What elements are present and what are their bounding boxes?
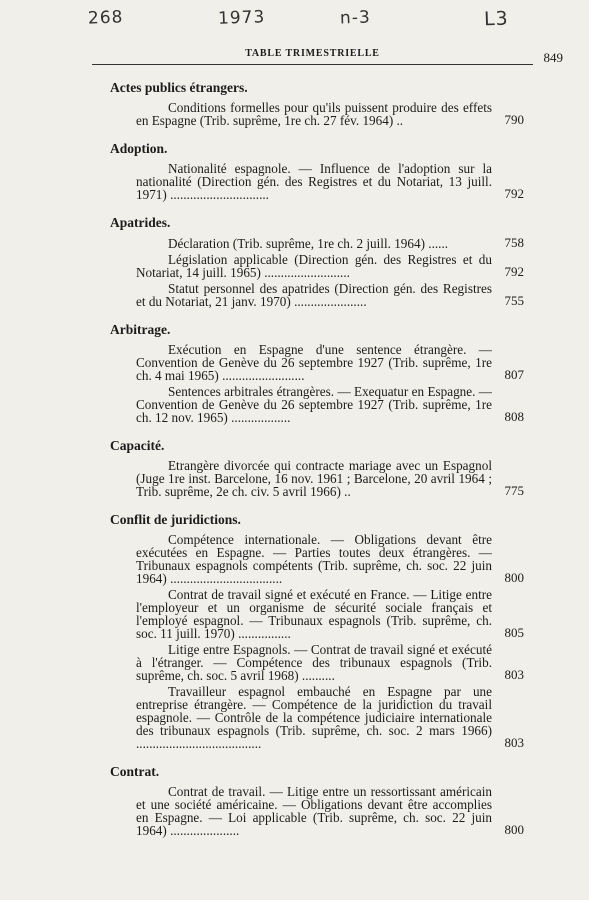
entry-page-number: 758	[504, 235, 524, 250]
entry-text: Conditions formelles pour qu'ils puissent produire des effets en Espagne (Trib. suprême, 1re ch. 27 fév. 1964) ..	[136, 100, 492, 128]
section-heading: Apatrides.	[110, 215, 171, 230]
running-head	[92, 44, 563, 65]
section-heading: Arbitrage.	[110, 322, 171, 337]
entry-text: Etrangère divorcée qui contracte mariage avec un Espagnol (Juge 1re inst. Barcelone, 16 nov. 1961 ; Barcelone, 20 avril 1964 ; Trib. suprême, 2e ch. civ. 5 avril 1966) ..	[136, 458, 492, 499]
index-entry	[114, 588, 524, 640]
page-number: 849	[543, 50, 563, 65]
index-entry	[114, 253, 524, 279]
running-title: TABLE TRIMESTRIELLE	[245, 48, 380, 59]
entry-text: Statut personnel des apatrides (Direction gén. des Registres et du Notariat, 21 janv. 1970) ......................	[136, 281, 492, 309]
entry-page-number: 808	[504, 409, 524, 424]
entry-page-number: 790	[504, 112, 524, 127]
entry-page-number: 803	[504, 735, 524, 750]
entry-page-number: 803	[504, 667, 524, 682]
index-entry	[114, 236, 524, 250]
section-heading: Capacité.	[110, 438, 165, 453]
handwritten-right: L3	[483, 7, 510, 31]
index-entry	[114, 785, 524, 837]
handwritten-number: n-3	[339, 7, 372, 29]
entry-page-number: 792	[504, 264, 524, 279]
entry-page-number: 792	[504, 186, 524, 201]
entry-text: Exécution en Espagne d'une sentence étrangère. — Convention de Genève du 26 septembre 1927 (Trib. suprême, 1re ch. 4 mai 1965) .........................	[136, 342, 492, 383]
entry-page-number: 755	[504, 293, 524, 308]
index-entry	[114, 685, 524, 750]
index-entry	[114, 343, 524, 382]
section-heading: Adoption.	[110, 141, 168, 156]
entry-page-number: 775	[504, 483, 524, 498]
index-entry	[114, 101, 524, 127]
section-heading: Actes publics étrangers.	[110, 80, 248, 95]
index-entry	[114, 533, 524, 585]
entry-page-number: 805	[504, 625, 524, 640]
handwritten-left: 268	[87, 7, 124, 29]
entry-text: Législation applicable (Direction gén. des Registres et du Notariat, 14 juill. 1965) ..........................	[136, 252, 492, 280]
index-entry	[114, 643, 524, 682]
entry-text: Sentences arbitrales étrangères. — Exequatur en Espagne. — Convention de Genève du 26 septembre 1927 (Trib. suprême, 1re ch. 12 nov. 1965) ..................	[136, 384, 492, 425]
section-heading: Contrat.	[110, 764, 160, 779]
index-entry	[114, 459, 524, 498]
entry-text: Compétence internationale. — Obligations devant être exécutées en Espagne. — Parties toutes deux étrangères. — Tribunaux espagnols compétents (Trib. suprême, ch. soc. 22 juin 1964) ..................................	[136, 532, 492, 586]
index-entry	[114, 162, 524, 201]
entry-text: Contrat de travail. — Litige entre un ressortissant américain et une société américaine. — Obligations devant être accomplies en Espagne. — Loi applicable (Trib. suprême, ch. soc. 22 juin 1964) .....................	[136, 784, 492, 838]
index-content	[110, 70, 524, 840]
entry-page-number: 800	[504, 570, 524, 585]
entry-text: Contrat de travail signé et exécuté en France. — Litige entre l'employeur et un organisme de sécurité sociale français et l'employé espagnol. — Tribunaux espagnols (Trib. suprême, ch. soc. 11 juill. 1970) ................	[136, 587, 492, 641]
entry-page-number: 807	[504, 367, 524, 382]
index-entry	[114, 282, 524, 308]
handwritten-year: 1973	[217, 7, 266, 29]
index-entry	[114, 385, 524, 424]
entry-page-number: 800	[504, 822, 524, 837]
entry-text: Déclaration (Trib. suprême, 1re ch. 2 juill. 1964) ......	[168, 236, 449, 251]
entry-text: Travailleur espagnol embauché en Espagne par une entreprise étrangère. — Compétence de la juridiction du travail espagnole. — Contrôle de la compétence judiciaire internationale des tribunaux espagnols (Trib. suprême, ch. soc. 2 mars 1966) ......................................	[136, 684, 492, 751]
entry-text: Nationalité espagnole. — Influence de l'adoption sur la nationalité (Direction gén. des Registres et du Notariat, 13 juill. 1971) ..............................	[136, 161, 492, 202]
entry-text: Litige entre Espagnols. — Contrat de travail signé et exécuté à l'étranger. — Compétence des tribunaux espagnols (Trib. suprême, ch. soc. 5 avril 1968) ..........	[136, 642, 492, 683]
section-heading: Conflit de juridictions.	[110, 512, 241, 527]
